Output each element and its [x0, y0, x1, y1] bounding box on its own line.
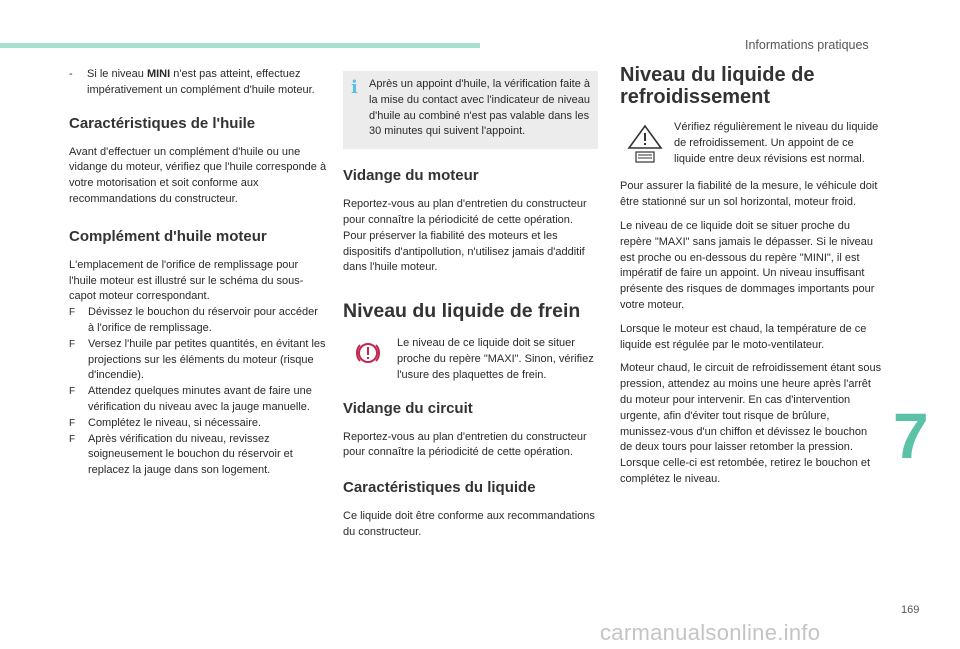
mini-note-text-a: Si le niveau — [87, 68, 147, 80]
engine-drain-heading: Vidange du moteur — [343, 167, 479, 185]
column-left — [69, 67, 327, 479]
coolant-paragraph-4: Moteur chaud, le circuit de refroidissement étant sous pression, attendez au moins une heure après l'arrêt du moteur pour intervenir. En cas d'intervention urgente, afin d'éviter tout risque de brûlure, munissez-vous d'un chiffon et dévissez le bouchon de deux tours pour laisser retomber la pression. Lorsque celle-ci est retombée, retirez le bouchon et complétez le niveau. — [620, 362, 882, 485]
brake-warning-icon — [355, 340, 381, 366]
circuit-drain-text: Reportez-vous au plan d'entretien du constructeur pour connaître la périodicité de cette opération. — [343, 430, 587, 459]
coolant-paragraph-3: Lorsque le moteur est chaud, la température de ce liquide est régulée par le moto-ventilateur. — [620, 322, 867, 351]
mini-note-text-b: n'est pas atteint, effectuez impérativement un complément d'huile moteur. — [87, 68, 315, 96]
dash-marker: - — [69, 68, 73, 80]
coolant-note-text: Vérifiez régulièrement le niveau du liquide de refroidissement. Un appoint de ce liquide entre deux révisions est normal. — [674, 121, 879, 165]
oil-characteristics-heading: Caractéristiques de l'huile — [69, 114, 256, 132]
fluid-characteristics-heading: Caractéristiques du liquide — [343, 479, 536, 497]
brake-fluid-heading: Niveau du liquide de frein — [343, 300, 581, 323]
step-text: Dévissez le bouchon du réservoir pour accéder à l'orifice de remplissage. — [88, 306, 318, 334]
oil-topup-steps — [69, 305, 327, 479]
list-item — [69, 432, 327, 479]
top-accent-bar — [0, 43, 480, 48]
step-text: Attendez quelques minutes avant de faire une vérification du niveau avec la jauge manuelle. — [88, 385, 312, 413]
list-item — [69, 384, 327, 416]
brake-fluid-note — [343, 336, 598, 383]
coolant-heading: Niveau du liquide de refroidissement — [620, 64, 815, 108]
oil-topup-text: L'emplacement de l'orifice de remplissage pour l'huile moteur est illustré sur le schéma du sous-capot moteur correspondant. — [69, 258, 304, 303]
engine-drain-text-1: Reportez-vous au plan d'entretien du constructeur pour connaître la périodicité de cette opération. — [343, 198, 587, 226]
coolant-note — [620, 120, 882, 167]
mini-label: MINI — [146, 68, 171, 80]
info-icon: i — [351, 77, 358, 98]
arrow-bullet-icon: F — [69, 338, 76, 350]
arrow-bullet-icon: F — [69, 307, 76, 319]
mini-note — [69, 67, 327, 99]
step-text: Complétez le niveau, si nécessaire. — [88, 416, 262, 429]
fluid-characteristics-text: Ce liquide doit être conforme aux recommandations du constructeur. — [343, 510, 595, 538]
coolant-paragraph-2: Le niveau de ce liquide doit se situer proche du repère "MAXI" sans jamais le dépasser. Si le niveau est proche ou en-dessous du repère "MINI", il est impératif de faire un appoint. Un niveau insuffisant présente des risques de dommages importants pour votre moteur. — [620, 219, 875, 311]
column-middle — [343, 71, 598, 549]
step-text: Après vérification du niveau, revissez soigneusement le bouchon du réservoir et replacez la jauge dans son logement. — [88, 432, 293, 477]
arrow-bullet-icon: F — [69, 433, 76, 445]
oil-characteristics-text: Avant d'effectuer un complément d'huile ou une vidange du moteur, vérifiez que l'huile corresponde à votre motorisation et soit conforme aux recommandations du constructeur. — [69, 145, 327, 205]
oil-topup-heading: Complément d'huile moteur — [69, 227, 267, 245]
info-text: Après un appoint d'huile, la vérification faite à la mise du contact avec l'indicateur de niveau d'huile au combiné n'est pas valable dans les 30 minutes qui suivent l'appoint. — [369, 78, 591, 138]
info-box — [343, 71, 598, 149]
circuit-drain-heading: Vidange du circuit — [343, 399, 473, 417]
hot-coolant-warning-icon — [627, 124, 663, 164]
watermark: carmanualsonline.info — [600, 620, 821, 645]
column-right — [620, 64, 882, 496]
section-header: Informations pratiques — [745, 38, 869, 52]
arrow-bullet-icon: F — [69, 386, 76, 398]
page-number: 169 — [901, 604, 920, 616]
engine-drain-text-2: Pour préserver la fiabilité des moteurs et les dispositifs d'antipollution, n'utilisez jamais d'additif dans l'huile moteur. — [343, 229, 585, 274]
step-text: Versez l'huile par petites quantités, en évitant les projections sur les éléments du moteur (risque d'incendie). — [88, 337, 326, 382]
brake-fluid-text: Le niveau de ce liquide doit se situer proche du repère "MAXI". Sinon, vérifiez l'usure des plaquettes de frein. — [397, 337, 594, 381]
list-item — [69, 337, 327, 384]
arrow-bullet-icon: F — [69, 417, 76, 429]
list-item — [69, 305, 327, 337]
coolant-paragraph-1: Pour assurer la fiabilité de la mesure, le véhicule doit être stationné sur un sol horizontal, moteur froid. — [620, 180, 878, 209]
list-item — [69, 416, 327, 432]
chapter-number: 7 — [893, 400, 929, 472]
